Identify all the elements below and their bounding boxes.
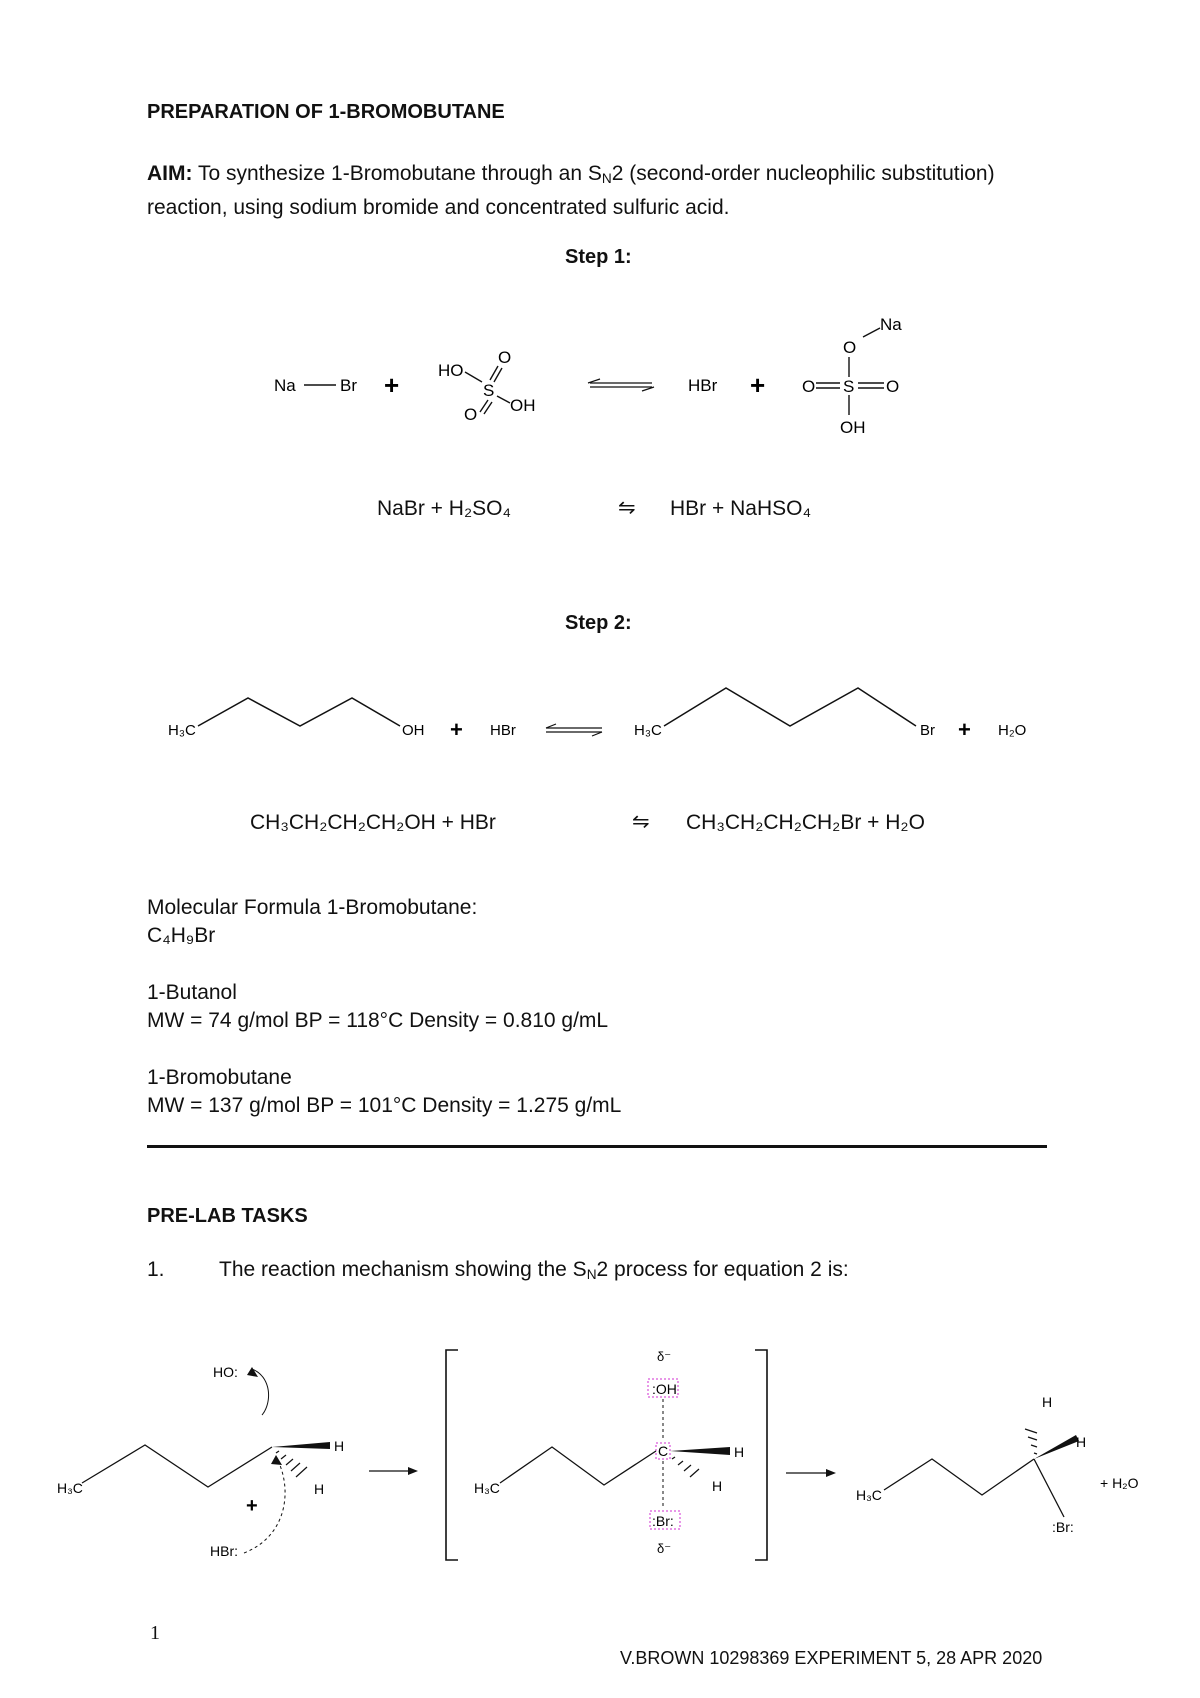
label-hbr: HBr [688,376,718,395]
butanol-properties: MW = 74 g/mol BP = 118°C Density = 0.810 g/mL [147,1009,609,1032]
task-sn-subscript: N [586,1267,597,1282]
label-o-right: O [886,377,900,396]
page-title: PREPARATION OF 1-BROMOBUTANE [147,101,505,123]
mech-h3c-product: H₃C [856,1487,882,1503]
step1-heading: Step 1: [565,246,632,268]
label-oh: OH [402,722,425,739]
step1-equation-right: HBr + NaHSO₄ [670,497,812,520]
task-text-2: 2 process for equation 2 is: [596,1258,849,1281]
mech-plus: + [246,1495,258,1517]
mech-h-ts2: H [712,1478,723,1494]
mech-hbr: HBr: [210,1543,238,1559]
label-o-top: O [498,348,512,367]
mech-br-ts: :Br: [652,1513,674,1529]
label-h2o: H₂O [998,722,1027,739]
label-na: Na [274,376,296,395]
aim-sn-subscript: N [601,171,612,186]
plus-2: + [750,370,766,400]
label-o-bottom: O [464,405,478,424]
step2-reaction-diagram [0,670,1200,750]
prelab-heading: PRE-LAB TASKS [147,1205,308,1227]
label-h3c-2: H₃C [634,722,662,739]
plus-4: + [958,717,971,742]
mech-h-hash: H [314,1481,325,1497]
task-number: 1. [147,1258,165,1281]
bromobutane-properties: MW = 137 g/mol BP = 101°C Density = 1.275 g/mL [147,1094,622,1117]
formula-label: Molecular Formula 1-Bromobutane: [147,896,478,919]
step1-reaction-diagram [0,300,1200,450]
label-oh: OH [510,396,536,415]
task-text [219,1258,849,1282]
step1-equation-arrow: ⇋ [618,496,636,519]
mech-ho: HO: [213,1364,238,1380]
mech-h-wedge: H [334,1438,345,1454]
label-hbr: HBr [490,722,516,739]
label-br: Br [340,376,357,395]
mech-delta-top: δ⁻ [657,1349,672,1364]
label-s-2: S [843,377,855,396]
mech-br-product: :Br: [1052,1519,1074,1535]
step2-heading: Step 2: [565,612,632,634]
mech-h-product-1: H [1042,1394,1053,1410]
label-h3c: H₃C [168,722,196,739]
label-oh-2: OH [840,418,866,437]
mech-c-ts: C [658,1443,669,1459]
step2-equation-left: CH₃CH₂CH₂CH₂OH + HBr [250,811,496,834]
section-divider [147,1145,1047,1148]
page-number: 1 [150,1622,160,1644]
step2-equation-right: CH₃CH₂CH₂CH₂Br + H₂O [686,811,925,834]
aim-label: AIM: [147,162,193,185]
plus-3: + [450,717,463,742]
plus-1: + [384,370,400,400]
step1-equation-left: NaBr + H₂SO₄ [377,497,512,520]
butanol-name: 1-Butanol [147,981,237,1004]
page-footer: V.BROWN 10298369 EXPERIMENT 5, 28 APR 2020 [620,1648,1043,1668]
sn2-mechanism-diagram [0,1335,1200,1575]
label-ho: HO [438,361,464,380]
label-na-2: Na [880,315,902,334]
step2-equation-arrow: ⇋ [632,810,650,833]
mech-oh-ts: :OH [652,1381,677,1397]
mech-h3c: H₃C [57,1480,83,1496]
aim-paragraph [147,159,1047,222]
label-o-left: O [802,377,816,396]
aim-text-1: To synthesize 1-Bromobutane through an S [192,162,602,185]
mech-h3c-ts: H₃C [474,1480,500,1496]
mech-delta-bottom: δ⁻ [657,1541,672,1556]
mech-h2o-product: + H₂O [1100,1475,1139,1491]
label-s: S [483,381,495,400]
molecular-formula: C₄H₉Br [147,924,216,947]
label-br: Br [920,722,935,739]
mech-h-product-2: H [1076,1434,1087,1450]
label-o-2: O [843,338,857,357]
task-text-1: The reaction mechanism showing the S [219,1258,587,1281]
mech-h-ts1: H [734,1444,745,1460]
bromobutane-name: 1-Bromobutane [147,1066,292,1089]
aim-text-2: 2 (second-order nucleophilic substitution) reaction, using sodium bromide and concentrated sulfuric acid. [147,162,995,219]
